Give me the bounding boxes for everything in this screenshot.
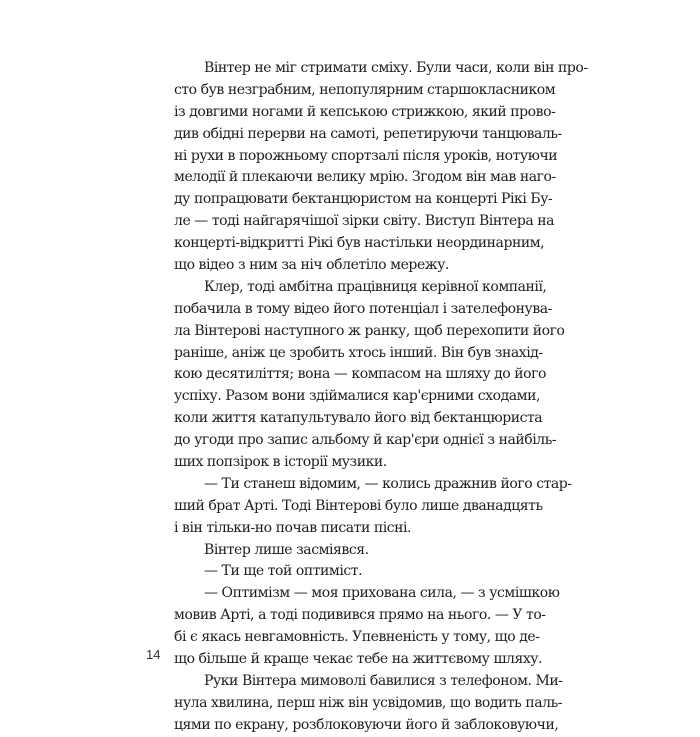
text-line: успіху. Разом вони здіймалися кар'єрними сходами, [174, 388, 540, 405]
text-line: що відео з ним за ніч облетіло мережу. [174, 257, 449, 274]
text-line: — Ти станеш відомим, — колись дражнив його стар- [204, 475, 572, 492]
text-line: ле — тоді найгарячішої зірки світу. Виступ Вінтера на [174, 213, 555, 230]
text-line: і він тільки-но почав писати пісні. [174, 519, 412, 536]
text-line: цями по екрану, розблоковуючи його й заблоковуючи, [174, 716, 559, 733]
text-line: ні рухи в порожньому спортзалі після уроків, нотуючи [174, 147, 558, 164]
text-line: мелодії й плекаючи велику мрію. Згодом він мав наго- [174, 169, 556, 186]
text-line: концерті-відкритті Рікі був настільки неординарним, [174, 235, 545, 252]
text-line: — Ти ще той оптиміст. [204, 563, 363, 580]
text-line: нула хвилина, перш ніж він усвідомив, що водить паль- [174, 694, 563, 711]
text-line: до угоди про запис альбому й кар'єри однієї з найбіль- [174, 432, 557, 449]
text-line: що більше й краще чекає тебе на життєвому шляху. [174, 651, 543, 668]
text-line: Руки Вінтера мимоволі бавилися з телефоном. Ми- [204, 672, 563, 689]
body-text [174, 58, 588, 737]
text-line: див обідні перерви на самоті, репетируючи танцюваль- [174, 125, 562, 142]
text-line: бі є якась невгамовність. Упевненість у тому, що де- [174, 629, 540, 646]
text-line: із довгими ногами й кепською стрижкою, який прово- [174, 103, 556, 120]
text-line: ший брат Арті. Тоді Вінтерові було лише дванадцять [174, 497, 543, 514]
text-line: ших попзірок в історії музики. [174, 454, 387, 471]
text-line: — Оптимізм — моя прихована сила, — з усмішкою [204, 585, 560, 602]
text-line: Клер, тоді амбітна працівниця керівної компанії, [204, 278, 547, 295]
page-number: 14 [146, 647, 161, 662]
text-line: кою десятиліття; вона — компасом на шляху до його [174, 366, 547, 383]
text-line: Вінтер лише засміявся. [204, 541, 369, 558]
text-line: ла Вінтерові наступного ж ранку, щоб перехопити його [174, 322, 565, 339]
text-line: Вінтер не міг стримати сміху. Були часи, коли він про- [204, 60, 588, 76]
text-line: раніше, аніж це зробить хтось інший. Він був знахід- [174, 344, 543, 361]
text-line: сто був незграбним, непопулярним старшокласником [174, 81, 556, 98]
text-line: ду попрацювати бектанцюристом на концерті Рікі Бу- [174, 191, 553, 208]
text-line: коли життя катапультувало його від бектанцюриста [174, 410, 543, 427]
text-line: мовив Арті, а тоді подивився прямо на нього. — У то- [174, 607, 546, 624]
text-line: побачила в тому відео його потенціал і зателефонува- [174, 300, 552, 317]
